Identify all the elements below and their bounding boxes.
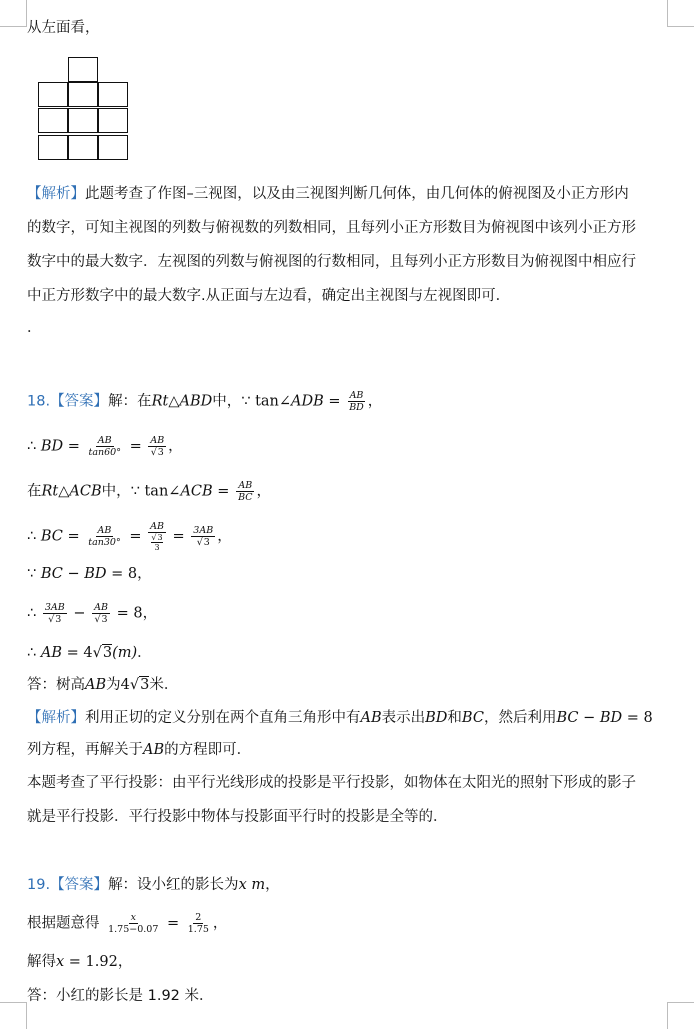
grid-cell (98, 108, 128, 133)
analysis-paragraph-line: 数字中的最大数字．左视图的列数与俯视图的行数相同，且每列小正方形数目为俯视图中相应行 (27, 254, 636, 270)
q18-answer-line-3: 在Rt△ACB中，∵ tan∠ACB = $\frac{AB}{BC}$ ， (27, 480, 271, 503)
fraction: AB √3 3 (150, 521, 164, 552)
fraction: $\frac{3AB}{√3}$ (193, 525, 214, 548)
q18-answer-line-1: 18.【答案】解：在Rt△ABD中，∵ tan∠ADB = $\frac{AB}{BD}$ ， (27, 390, 383, 413)
fraction: $\frac{AB}{√3}$ (150, 435, 165, 458)
q18-answer-line-7: ∴ AB = 4√3(m)． (27, 645, 152, 661)
corner-mark-bottom-left (0, 1002, 27, 1029)
q18-extra-line-1: 本题考查了平行投影：由平行光线形成的投影是平行投影，如物体在太阳光的照射下形成的影子 (27, 775, 636, 791)
q18-analysis-line-2: 列方程，再解关于AB的方程即可． (27, 742, 252, 758)
q19-answer-line-3: 解得x = 1.92， (27, 954, 133, 970)
grid-cell (38, 135, 68, 160)
q18-extra-line-2: 就是平行投影．平行投影中物体与投影面平行时的投影是全等的． (27, 809, 448, 825)
answer-tag: 【答案】 (50, 877, 109, 893)
q18-answer-line-4: ∴ BC = $\frac{AB}{\tan 30^\circ}$ = AB √3 3 = $\frac{3AB}{√3}$ ， (27, 521, 232, 552)
q18-final-answer: 答：树高AB为4√3米． (27, 677, 179, 693)
fraction: $\frac{AB}{√3}$ (94, 602, 108, 625)
grid-cell (98, 135, 128, 160)
analysis-paragraph-line: 中正方形数字中的最大数字.从正面与左边看，确定出主视图与左视图即可． (27, 288, 511, 304)
left-view-figure (38, 57, 129, 161)
stray-dot: ． (27, 320, 42, 336)
q19-number: 19. (27, 877, 51, 893)
analysis-paragraph-line: 的数字，可知主视图的列数与俯视数的列数相同，且每列小正方形数目为俯视图中该列小正方形 (27, 220, 636, 236)
analysis-tag: 【解析】 (27, 186, 85, 202)
answer-tag: 【答案】 (50, 393, 109, 410)
corner-mark-top-left (0, 0, 27, 27)
fraction: $\frac{3AB}{√3}$ (44, 602, 65, 625)
grid-cell (98, 82, 128, 107)
grid-cell (68, 135, 98, 160)
analysis-paragraph-line: 【解析】此题考查了作图–三视图，以及由三视图判断几何体，由几何体的俯视图及小正方形内 (27, 186, 629, 202)
fraction: $\frac{AB}{\tan 60^\circ}$ (88, 435, 121, 458)
grid-cell (38, 108, 68, 133)
grid-cell (38, 82, 68, 107)
q18-answer-line-2: ∴ BD = $\frac{AB}{\tan 60^\circ}$ = $\frac{AB}{√3}$ ， (27, 435, 183, 458)
corner-mark-bottom-right (667, 1002, 694, 1029)
q18-analysis-line-1: 【解析】利用正切的定义分别在两个直角三角形中有AB表示出BD和BC，然后利用BC − BD = 8 (27, 710, 653, 726)
fraction: $\frac{AB}{BD}$ (349, 390, 364, 413)
q18-number: 18. (27, 393, 51, 410)
fraction: $\frac{2}{1.75}$ (187, 912, 209, 935)
fraction: $\frac{x}{1.75-0.07}$ (108, 912, 159, 935)
q19-answer-line-2: 根据题意得 $\frac{x}{1.75-0.07}$ = $\frac{2}{1.75}$ ， (27, 912, 228, 935)
q19-final-answer: 答：小红的影长是 1.92 米． (27, 988, 214, 1004)
q19-answer-line-1: 19.【答案】解：设小红的影长为x m， (27, 877, 280, 893)
corner-mark-top-right (667, 0, 694, 27)
q18-answer-line-6: ∴ $\frac{3AB}{√3}$ − $\frac{AB}{√3}$ = 8， (27, 602, 158, 625)
analysis-tag: 【解析】 (27, 710, 85, 726)
grid-cell (68, 108, 98, 133)
q18-answer-line-5: ∵ BC − BD = 8， (27, 566, 152, 582)
grid-cell (68, 82, 98, 107)
intro-text: 从左面看， (27, 20, 100, 36)
grid-cell (68, 57, 98, 82)
fraction: $\frac{AB}{BC}$ (238, 480, 253, 503)
fraction: $\frac{AB}{\tan 30^\circ}$ (88, 525, 121, 548)
